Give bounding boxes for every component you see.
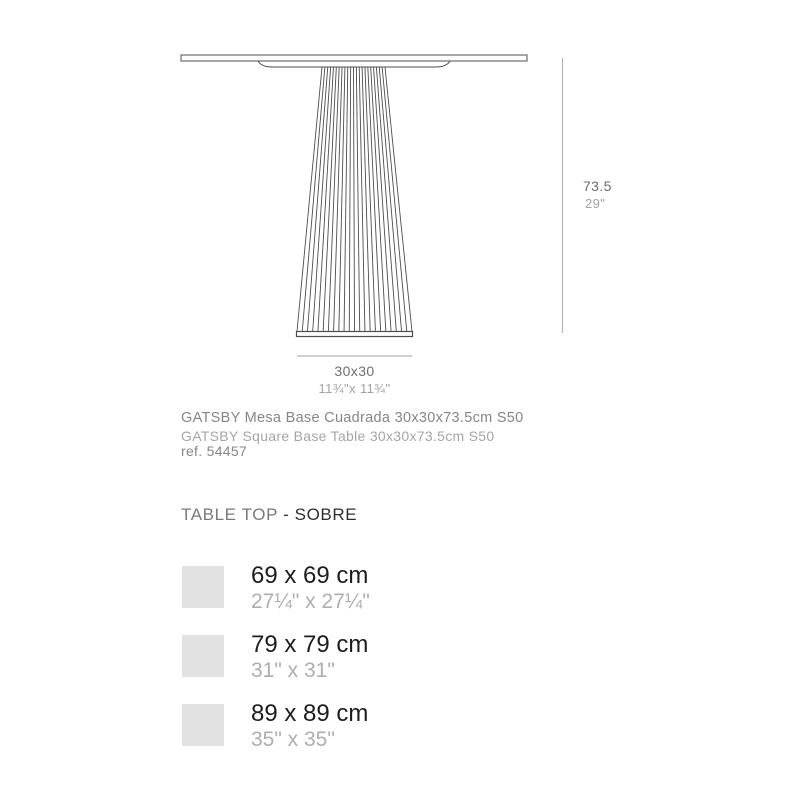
base-dimension-inch: 11¾"x 11¾" — [318, 381, 391, 396]
table-top-section-heading — [181, 505, 357, 525]
mounting-plate-outline — [258, 61, 450, 67]
size-swatch-89 — [182, 704, 224, 746]
size-option-text — [251, 700, 368, 752]
size-option-row-79 — [182, 631, 370, 683]
size-swatch-69 — [182, 566, 224, 608]
size-cm-label: 69 x 69 cm — [251, 562, 369, 589]
table-top-options-list — [182, 562, 370, 773]
base-dimension-labels — [277, 363, 432, 396]
product-info-block — [181, 411, 524, 459]
size-cm-label: 79 x 79 cm — [251, 631, 369, 658]
base-dimension-cm: 30x30 — [334, 363, 375, 379]
fluted-column — [297, 67, 412, 331]
size-inch-label: 35" x 35" — [251, 728, 335, 751]
product-title-spanish: GATSBY Mesa Base Cuadrada 30x30x73.5cm S50 — [181, 410, 524, 426]
heading-sobre: - SOBRE — [283, 505, 358, 524]
height-dimension-labels — [583, 178, 612, 211]
product-title-english: GATSBY Square Base Table 30x30x73.5cm S50 — [181, 428, 495, 444]
size-swatch-79 — [182, 635, 224, 677]
size-inch-label: 31" x 31" — [251, 659, 335, 682]
base-plate-outline — [297, 332, 413, 337]
tabletop-outline — [181, 55, 527, 61]
size-cm-label: 89 x 89 cm — [251, 700, 369, 727]
product-reference: ref. 54457 — [181, 443, 248, 459]
size-option-row-69 — [182, 562, 370, 614]
size-option-row-89 — [182, 700, 370, 752]
height-dimension-cm: 73.5 — [583, 178, 612, 194]
heading-table-top: TABLE TOP — [181, 505, 279, 524]
size-option-text — [251, 631, 368, 683]
height-dimension-inch: 29" — [585, 196, 606, 211]
size-option-text — [251, 562, 370, 614]
size-inch-label: 27¼" x 27¼" — [251, 590, 370, 613]
